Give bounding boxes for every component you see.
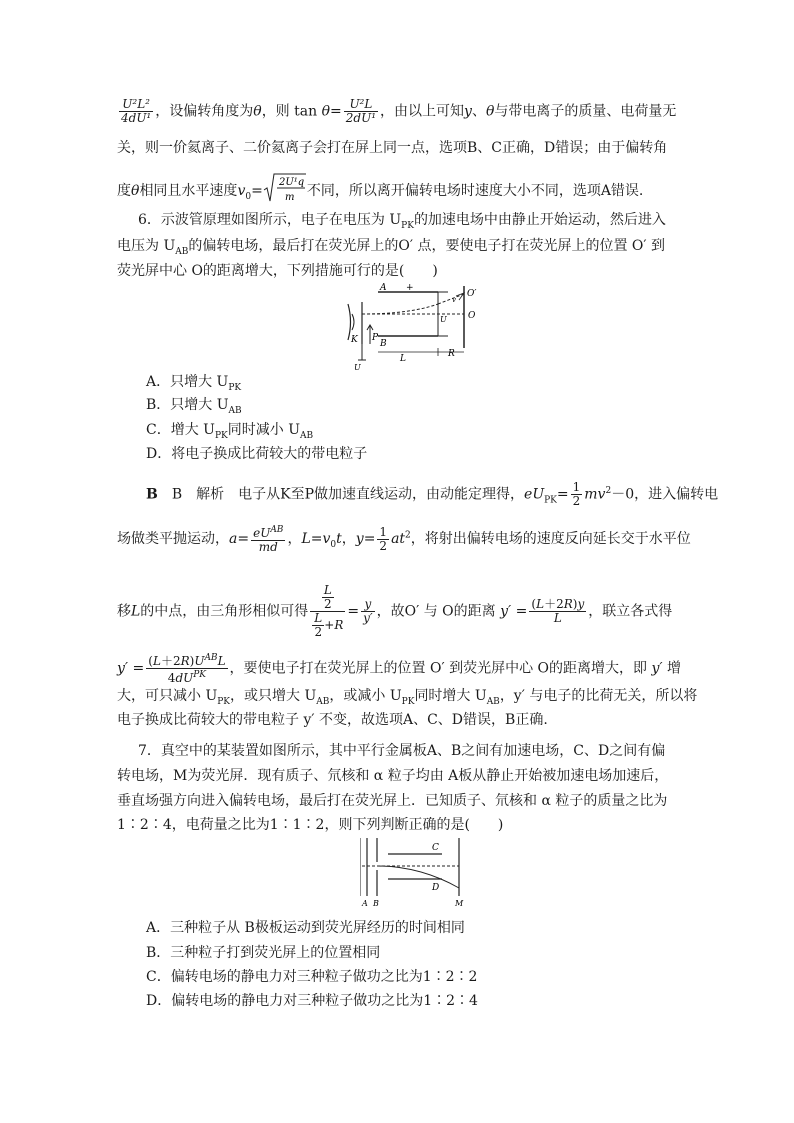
sol6-line-3: 移L的中点，由三角形相似可得 $\frac{L}{2}$ $\frac{L}{2}$ +R = $\frac{y}{y'}$ ，故O′ 与 O的距离 y′ = $\frac{(L+2R)y}{L}$ ，联立各式得 — [117, 583, 673, 639]
label-B: B — [373, 899, 379, 908]
q7-option-a[interactable]: A．三种粒子从 B极板运动到荧光屏经历的时间相同 — [146, 920, 465, 936]
q6-option-a[interactable]: A．只增大 $U_{PK}$ — [146, 374, 242, 393]
label-L: L — [400, 354, 406, 364]
q6-line-1: 6．示波管原理如图所示，电子在电压为 $U_{PK}$的加速电场中由静止开始运动，然后进入 — [138, 212, 666, 231]
label-R: R — [448, 349, 455, 359]
continued-line-3: 度θ相同且水平速度$v_0=$ 2U¹q m 不同，所以离开偏转电场时速度大小不同，选项A错误. — [117, 172, 643, 210]
q7-option-b[interactable]: B．三种粒子打到荧光屏上的位置相同 — [146, 945, 381, 961]
svg-text:2U¹q: 2U¹q — [278, 177, 305, 188]
label-UAB: U — [440, 315, 447, 324]
fraction-accel: $\frac{eU^{AB}}{md}$ — [253, 525, 284, 554]
continued-line-2: 关，则一价氦离子、二价氦离子会打在屏上同一点，选项B、C正确，D错误；由于偏转角 — [117, 140, 668, 156]
sqrt-expression — [263, 172, 307, 210]
label-A: A — [362, 899, 368, 908]
q7-option-c[interactable]: C．偏转电场的静电力对三种粒子做功之比为1∶2∶2 — [146, 969, 478, 985]
fraction-y: $\frac{\text{U²L²}}{\text{4dU¹}}$ — [121, 97, 152, 125]
q7-option-d[interactable]: D．偏转电场的静电力对三种粒子做功之比为1∶2∶4 — [146, 993, 478, 1009]
q7-line-3: 垂直场强方向进入偏转电场，最后打在荧光屏上．已知质子、氘核和 α 粒子的质量之比为 — [117, 793, 668, 809]
label-O-prime: O′ — [467, 289, 477, 299]
q6-option-c[interactable]: C．增大 $U_{PK}$同时减小 $U_{AB}$ — [146, 422, 314, 441]
label-B: B — [380, 339, 387, 349]
fraction-half: $\frac{1}{2}$ — [572, 480, 581, 509]
label-D: D — [432, 883, 440, 893]
label-v: v — [452, 296, 456, 304]
label-C: C — [432, 843, 439, 853]
q7-line-2: 转电场，M为荧光屏．现有质子、氘核和 α 粒子均由 A板从静止开始被加速电场加速后， — [117, 768, 669, 784]
fraction-similar: $\frac{L}{2}$ $\frac{L}{2}$ +R — [310, 584, 345, 639]
q6-option-d[interactable]: D．将电子换成比荷较大的带电粒子 — [146, 446, 368, 462]
q7-line-1: 7．真空中的某装置如图所示，其中平行金属板A、B之间有加速电场，C、D之间有偏 — [138, 743, 666, 759]
svg-text:m: m — [284, 192, 295, 203]
apparatus-diagram — [360, 836, 470, 908]
q7-line-4: 1∶2∶4，电荷量之比为1∶1∶2，则下列判断正确的是( ) — [117, 817, 504, 833]
oscilloscope-diagram — [340, 282, 490, 372]
label-M: M — [455, 899, 464, 908]
q6-line-3: 荧光屏中心 O的距离增大，下列措施可行的是( ) — [117, 263, 438, 279]
fraction-result: $\frac{(L+2R)U^{AB}L}{4dU^{PK}}$ — [148, 653, 226, 685]
q6-line-2: 电压为 $U_{AB}$的偏转电场，最后打在荧光屏上的O′ 点，要使电子打在荧光屏上的位置 O′ 到 — [117, 238, 666, 257]
sol6-line-4: y′ = $\frac{(L+2R)U^{AB}L}{4dU^{PK}}$ ，要使电子打在荧光屏上的位置 O′ 到荧光屏中心 O的距离增大，即 y′ 增 — [117, 653, 682, 685]
label-O: O — [468, 311, 476, 321]
sol6-line-1: B B 解析 电子从K至P做加速直线运动，由动能定理得，$eU_{PK}=$ $\frac{1}{2}$ $mv^2-0$，进入偏转电 — [146, 480, 719, 509]
sol6-line-6: 电子换成比荷较大的带电粒子 y′ 不变，故选项A、C、D错误，B正确. — [117, 712, 548, 728]
fraction-half-2: $\frac{1}{2}$ — [379, 524, 388, 553]
sol6-line-2: 场做类平抛运动，a= $\frac{eU^{AB}}{md}$ ，$L=v_0t$，y= $\frac{1}{2}$ $at^2$，将射出偏转电场的速度反向延长交于水平位 — [117, 524, 691, 554]
label-P: P — [372, 333, 379, 343]
fraction-yprime: $\frac{(L+2R)y}{L}$ — [531, 597, 585, 625]
continued-line-1: $\frac{\text{U²L²}}{\text{4dU¹}}$ ，设偏转角度为θ，则 tan θ= $\frac{\text{U²L}}{\text{2dU¹}}$ ，由以上可知y、θ与带电离子的质量、电荷量无 — [121, 97, 677, 125]
sol6-line-5: 大，可只减小 $U_{PK}$，或只增大 $U_{AB}$，或减小 $U_{PK}$同时增大 $U_{AB}$，y′ 与电子的比荷无关，所以将 — [117, 688, 698, 707]
fraction-y-ratio: $\frac{y}{y'}$ — [363, 597, 373, 625]
label-UPK: U — [354, 363, 361, 372]
label-A: A — [380, 283, 387, 293]
fraction-tan: $\frac{\text{U²L}}{\text{2dU¹}}$ — [345, 97, 377, 125]
label-K: K — [351, 335, 358, 345]
label-plus: + — [406, 283, 414, 293]
q6-option-b[interactable]: B．只增大 $U_{AB}$ — [146, 397, 242, 416]
